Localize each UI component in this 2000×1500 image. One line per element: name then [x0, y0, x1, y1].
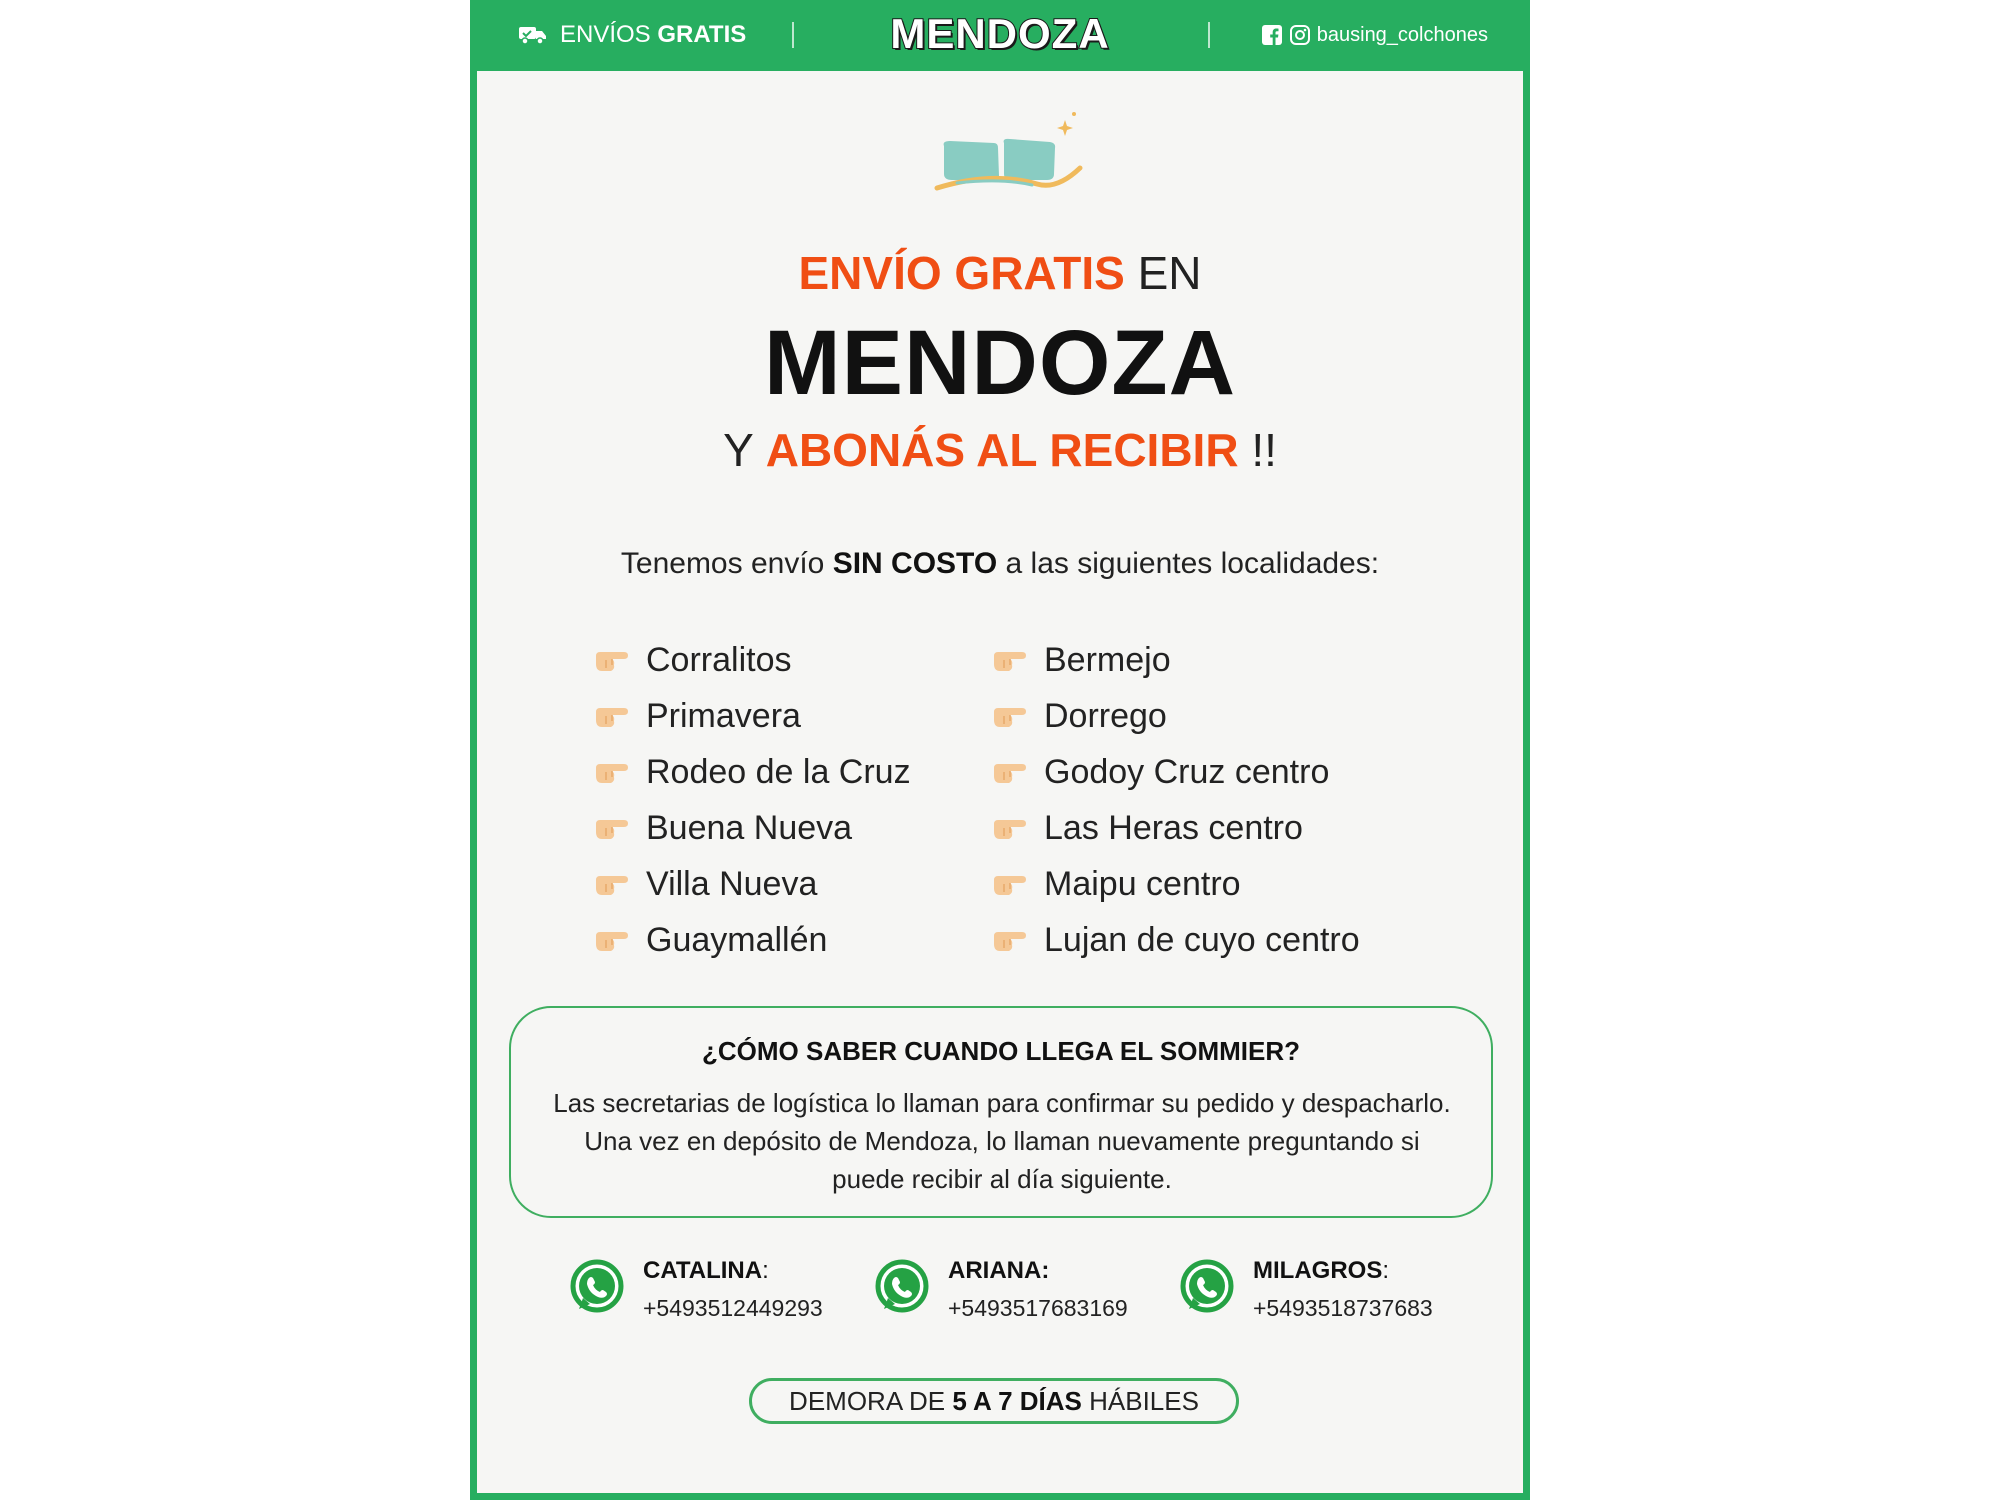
localities-right: [992, 632, 1360, 968]
info-line-1: Las secretarias de logística lo llaman para confirmar su pedido y despacharlo.: [553, 1088, 1451, 1118]
pointing-hand-icon: [992, 870, 1028, 898]
list-item: [594, 688, 911, 744]
headline-free-shipping: ENVÍO GRATIS: [798, 247, 1125, 299]
headline-pay-on-delivery: ABONÁS AL RECIBIR: [765, 424, 1239, 476]
contact-catalina[interactable]: [569, 1257, 823, 1322]
contact-ariana[interactable]: [874, 1257, 1128, 1322]
contact-phone[interactable]: +5493512449293: [643, 1295, 823, 1321]
contact-name: MILAGROS:: [1253, 1257, 1389, 1284]
delay-bold: 5 A 7 DÍAS: [952, 1385, 1082, 1416]
whatsapp-icon[interactable]: [1179, 1259, 1235, 1315]
list-item: [992, 856, 1360, 912]
shipping-bold: GRATIS: [657, 21, 747, 48]
locality-name: Primavera: [646, 696, 801, 735]
intro-suffix: a las siguientes localidades:: [1005, 547, 1380, 580]
headline-exclamation: !!: [1251, 424, 1277, 476]
info-line-2: Una vez en depósito de Mendoza, lo llaman nuevamente preguntando si: [584, 1126, 1420, 1156]
info-line-3: puede recibir al día siguiente.: [832, 1164, 1172, 1194]
shipping-prefix: ENVÍOS: [560, 21, 651, 48]
locality-name: Lujan de cuyo centro: [1044, 920, 1360, 959]
contact-phone[interactable]: +5493517683169: [948, 1295, 1128, 1321]
list-item: [594, 856, 911, 912]
topbar-title: MENDOZA: [890, 10, 1110, 57]
content-panel: [477, 71, 1523, 1493]
intro-bold: SIN COSTO: [832, 547, 998, 580]
social-handle[interactable]: [1261, 18, 1488, 52]
locality-name: Bermejo: [1044, 640, 1171, 679]
intro-prefix: Tenemos envío: [620, 547, 825, 580]
headline-en: EN: [1137, 247, 1202, 299]
locality-name: Rodeo de la Cruz: [646, 752, 911, 791]
locality-name: Dorrego: [1044, 696, 1167, 735]
list-item: [992, 912, 1360, 968]
pointing-hand-icon: [594, 926, 630, 954]
instagram-handle: bausing_colchones: [1316, 23, 1488, 46]
list-item: [992, 800, 1360, 856]
headline-line3: [477, 423, 1523, 477]
locality-name: Villa Nueva: [646, 864, 818, 903]
pointing-hand-icon: [992, 646, 1028, 674]
locality-name: Las Heras centro: [1044, 808, 1303, 847]
pointing-hand-icon: [594, 870, 630, 898]
whatsapp-icon[interactable]: [874, 1259, 930, 1315]
list-item: [594, 744, 911, 800]
pointing-hand-icon: [594, 702, 630, 730]
pointing-hand-icon: [594, 646, 630, 674]
headline-y: Y: [723, 424, 753, 476]
top-bar: [470, 0, 1530, 70]
delay-suffix: HÁBILES: [1089, 1385, 1199, 1416]
contact-phone[interactable]: +5493518737683: [1253, 1295, 1433, 1321]
list-item: [594, 800, 911, 856]
intro-text: [477, 547, 1523, 581]
localities-left: [594, 632, 911, 968]
info-question: ¿CÓMO SABER CUANDO LLEGA EL SOMMIER?: [702, 1036, 1300, 1066]
pointing-hand-icon: [992, 814, 1028, 842]
pointing-hand-icon: [992, 702, 1028, 730]
pillows-logo-icon: [932, 106, 1087, 196]
locality-name: Guaymallén: [646, 920, 828, 959]
info-text: [523, 1084, 1481, 1198]
list-item: [594, 632, 911, 688]
list-item: [594, 912, 911, 968]
contact-milagros[interactable]: [1179, 1257, 1433, 1322]
pointing-hand-icon: [594, 814, 630, 842]
contact-name: CATALINA:: [643, 1257, 769, 1284]
locality-name: Buena Nueva: [646, 808, 853, 847]
instagram-icon[interactable]: [1289, 24, 1311, 46]
divider-right: [1208, 22, 1210, 48]
headline-line1: [477, 246, 1523, 300]
info-box: [509, 1006, 1493, 1218]
delay-prefix: DEMORA DE: [789, 1385, 946, 1416]
locality-name: Godoy Cruz centro: [1044, 752, 1330, 791]
locality-name: Corralitos: [646, 640, 792, 679]
list-item: [992, 688, 1360, 744]
pointing-hand-icon: [992, 758, 1028, 786]
pointing-hand-icon: [594, 758, 630, 786]
pointing-hand-icon: [992, 926, 1028, 954]
whatsapp-icon[interactable]: [569, 1259, 625, 1315]
contact-name: ARIANA:: [948, 1257, 1050, 1284]
facebook-icon[interactable]: [1261, 24, 1283, 46]
flyer: [470, 0, 1530, 1500]
list-item: [992, 744, 1360, 800]
locality-name: Maipu centro: [1044, 864, 1241, 903]
list-item: [992, 632, 1360, 688]
delivery-time-badge: [749, 1378, 1239, 1424]
headline-city: MENDOZA: [763, 312, 1237, 414]
